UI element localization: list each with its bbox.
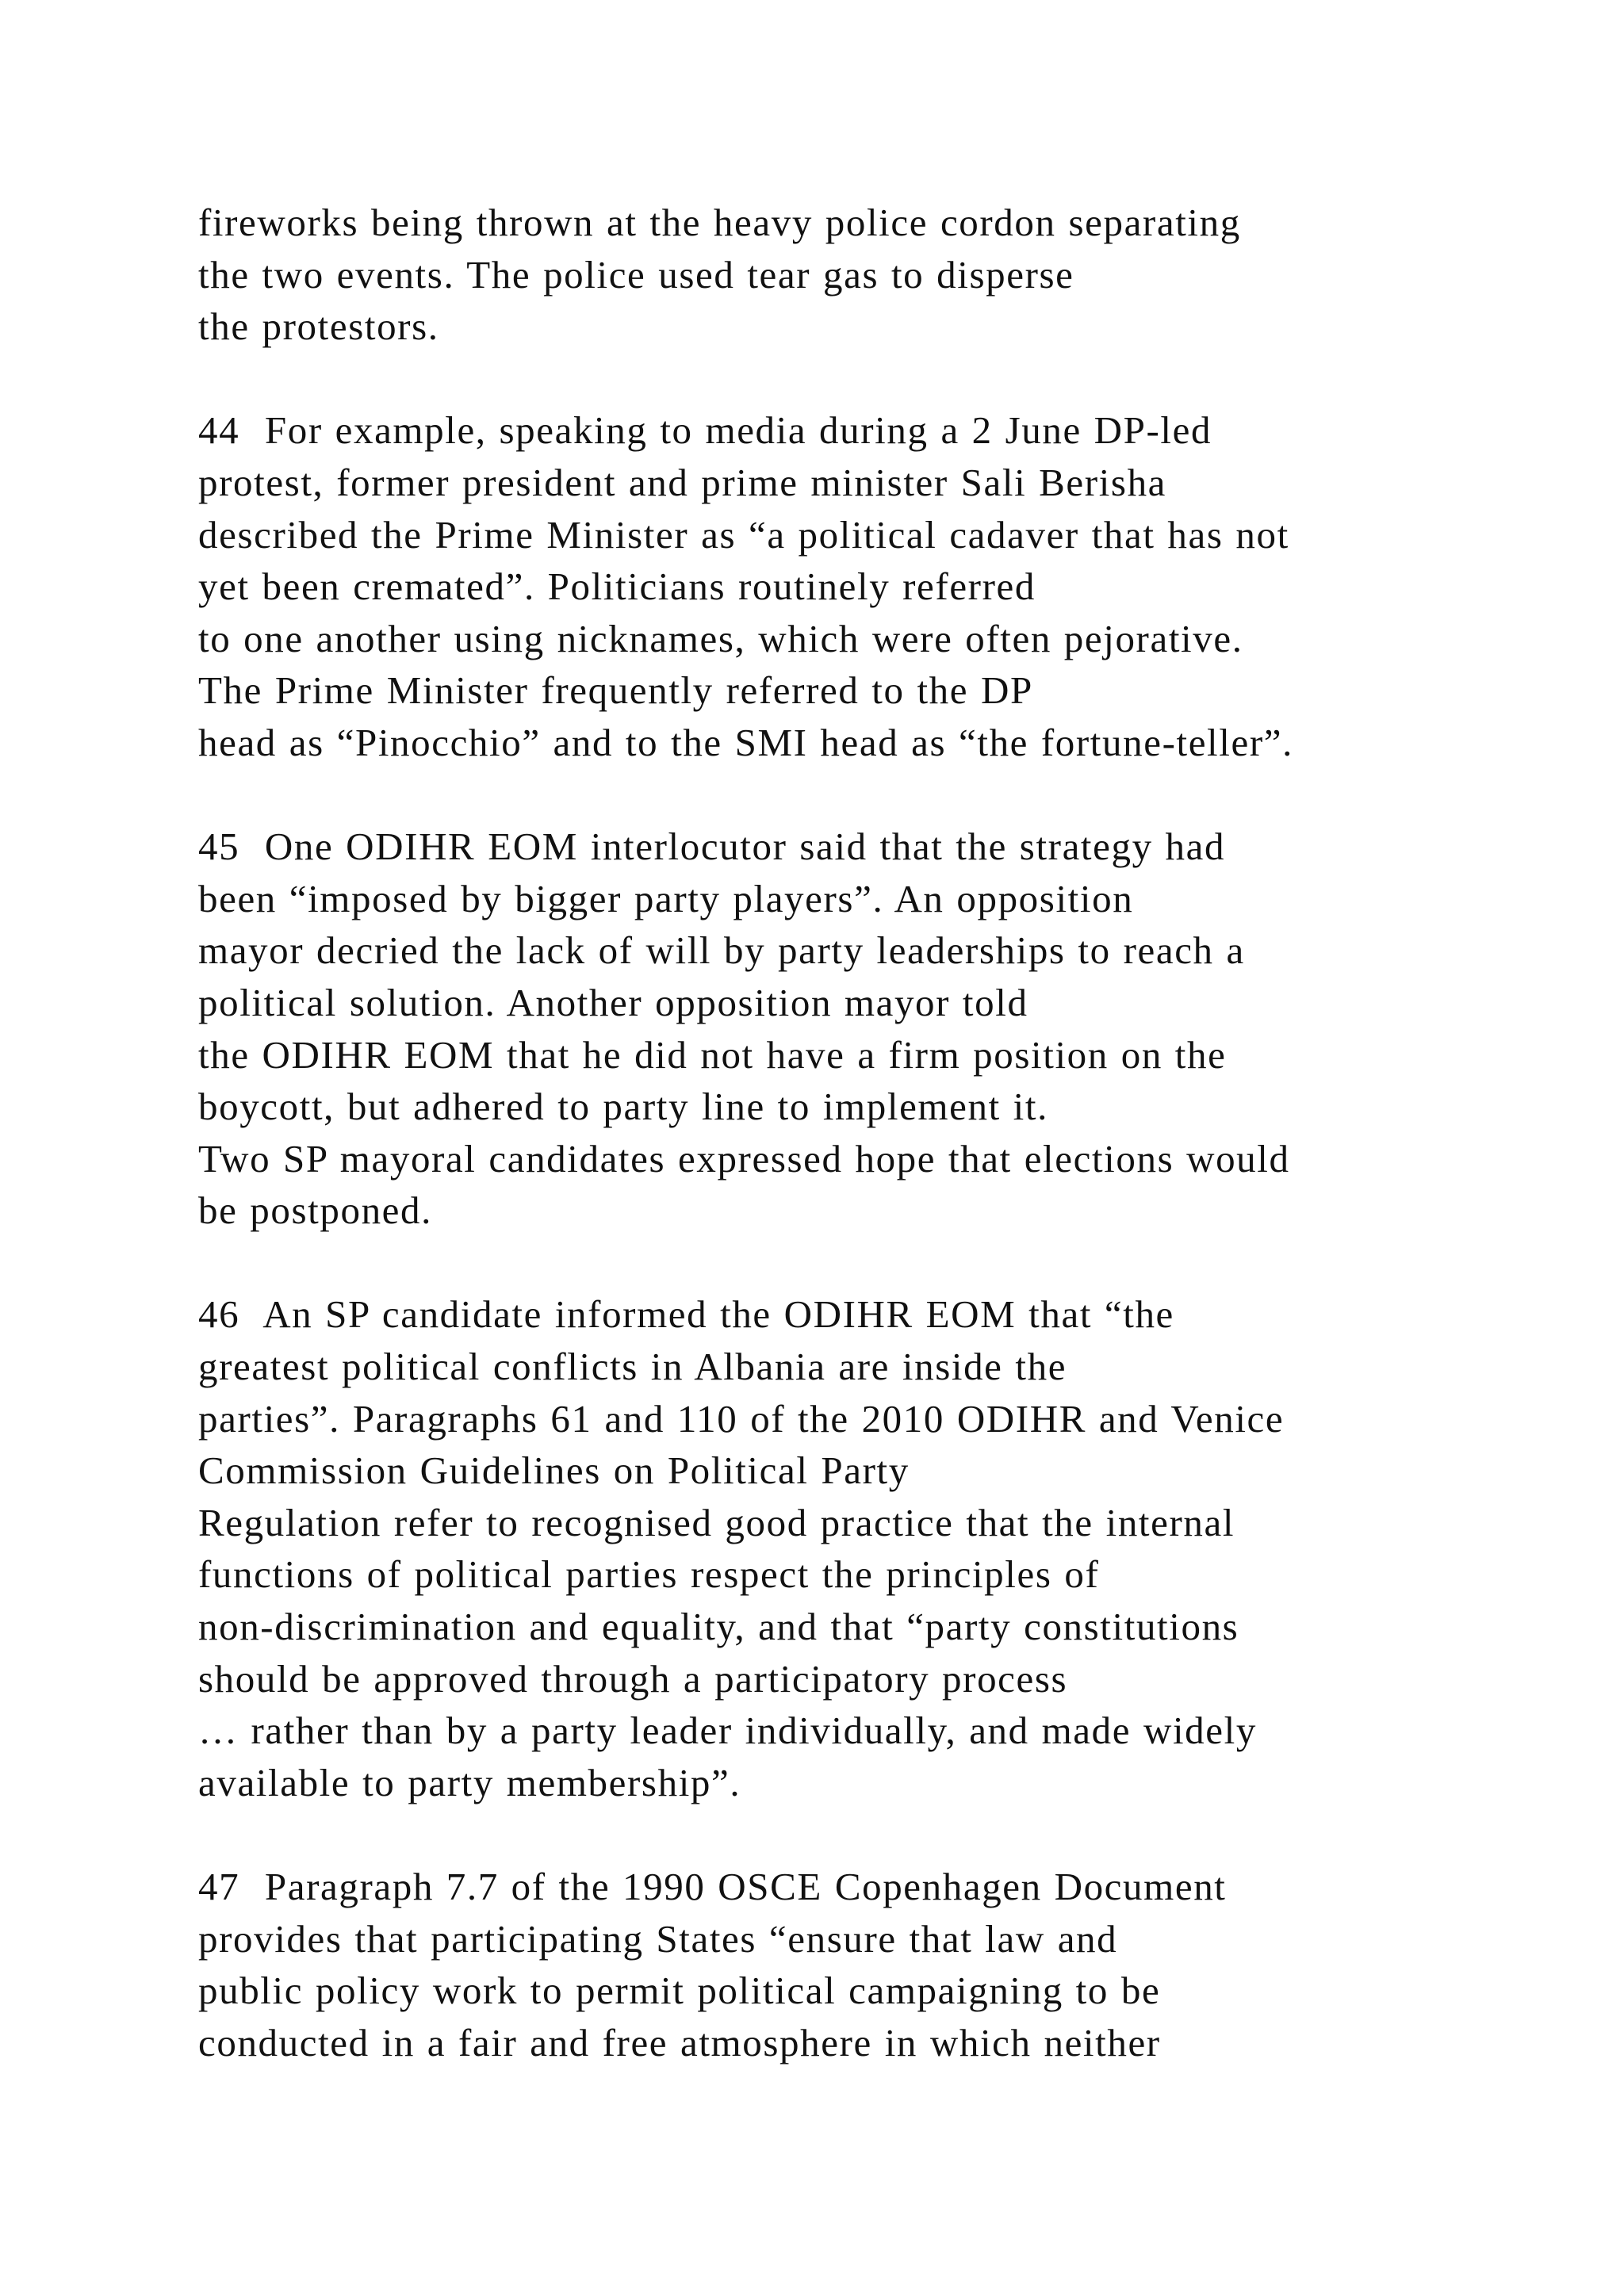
text-line: greatest political conflicts in Albania are inside the <box>198 1345 1067 1389</box>
text-line: the ODIHR EOM that he did not have a firm position on the <box>198 1032 1227 1077</box>
text-line: 47 Paragraph 7.7 of the 1990 OSCE Copenhagen Document <box>198 1865 1227 1908</box>
text-line: the protestors. <box>198 304 439 349</box>
text-line: should be approved through a participatory process <box>198 1656 1068 1701</box>
text-line: The Prime Minister frequently referred to the DP <box>198 668 1033 713</box>
paragraph-gap <box>198 1808 1546 1861</box>
text-line: public policy work to permit political campaigning to be <box>198 1969 1161 2013</box>
text-line: the two events. The police used tear gas to disperse <box>198 252 1074 297</box>
text-line: described the Prime Minister as “a political cadaver that has not <box>198 512 1289 557</box>
text-line: Commission Guidelines on Political Party <box>198 1448 910 1493</box>
paragraph-gap <box>198 1237 1546 1289</box>
footnote-47 <box>198 1861 1546 2068</box>
text-line: protest, former president and prime minister Sali Berisha <box>198 460 1167 504</box>
intro-paragraph <box>198 197 1546 353</box>
footnote-46 <box>198 1288 1546 1808</box>
text-line: fireworks being thrown at the heavy police cordon separating <box>198 201 1241 244</box>
paragraph-gap <box>198 769 1546 821</box>
text-line: be postponed. <box>198 1188 432 1233</box>
text-line: to one another using nicknames, which were often pejorative. <box>198 616 1243 660</box>
text-line: provides that participating States “ensure that law and <box>198 1916 1118 1961</box>
text-line: non-discrimination and equality, and that “party constitutions <box>198 1605 1239 1649</box>
paragraph-gap <box>198 353 1546 405</box>
text-line: available to party membership”. <box>198 1760 741 1804</box>
text-line: 45 One ODIHR EOM interlocutor said that the strategy had <box>198 825 1226 869</box>
text-line: been “imposed by bigger party players”. An opposition <box>198 876 1134 920</box>
document-body <box>198 197 1546 2068</box>
text-line: parties”. Paragraphs 61 and 110 of the 2010 ODIHR and Venice <box>198 1396 1285 1441</box>
text-line: … rather than by a party leader individually, and made widely <box>198 1709 1257 1753</box>
footnote-44 <box>198 404 1546 768</box>
text-line: conducted in a fair and free atmosphere in which neither <box>198 2020 1161 2064</box>
text-line: 44 For example, speaking to media during a 2 June DP-led <box>198 408 1212 453</box>
text-line: Two SP mayoral candidates expressed hope that elections would <box>198 1136 1290 1181</box>
text-line: political solution. Another opposition mayor told <box>198 980 1028 1024</box>
text-line: mayor decried the lack of will by party leaderships to reach a <box>198 928 1245 973</box>
text-line: functions of political parties respect the principles of <box>198 1552 1100 1597</box>
text-line: yet been cremated”. Politicians routinely referred <box>198 564 1036 609</box>
text-line: head as “Pinocchio” and to the SMI head as “the fortune-teller”. <box>198 720 1293 764</box>
text-line: boycott, but adhered to party line to implement it. <box>198 1085 1048 1129</box>
text-line: Regulation refer to recognised good practice that the internal <box>198 1500 1235 1544</box>
footnote-45 <box>198 821 1546 1237</box>
text-line: 46 An SP candidate informed the ODIHR EOM that “the <box>198 1292 1174 1337</box>
